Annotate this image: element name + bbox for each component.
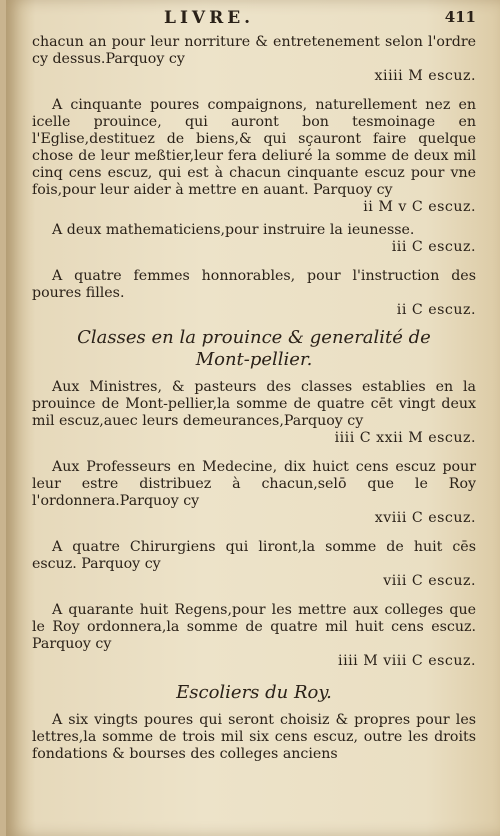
amount: ii C escuz. — [396, 302, 476, 318]
section-title: Mont-pellier. — [195, 349, 313, 370]
amount: xviii C escuz. — [374, 510, 476, 526]
page-header — [6, 8, 500, 32]
paragraph: A quatre Chirurgiens qui liront,la somme de huit cēs escuz. Parquoy cy — [32, 539, 476, 572]
paragraph: A deux mathematiciens,pour instruire la ieunesse. — [52, 222, 415, 238]
amount: xiiii M escuz. — [374, 68, 476, 84]
amount: ii M v C escuz. — [363, 199, 476, 215]
amount: viii C escuz. — [383, 573, 476, 589]
section-title: Classes en la prouince & generalité de — [77, 327, 431, 348]
page-number: 411 — [444, 8, 476, 26]
page-body — [32, 34, 476, 763]
amount: iiii M viii C escuz. — [338, 653, 476, 669]
section-title: Escoliers du Roy. — [176, 682, 332, 703]
running-head: LIVRE. — [164, 8, 255, 28]
paragraph: Aux Ministres, & pasteurs des classes establies en la prouince de Mont-pellier,la somme de quatre cēt vingt deux mil escuz,auec leurs demeurances,Parquoy cy — [32, 379, 476, 429]
amount: iiii C xxii M escuz. — [334, 430, 476, 446]
amount: iii C escuz. — [391, 239, 476, 255]
paragraph: A six vingts poures qui seront choisiz & propres pour les lettres,la somme de trois mil six cens escuz, outre les droits fondations & bourses des colleges anciens — [32, 712, 476, 762]
paragraph: A quatre femmes honnorables, pour l'instruction des poures filles. — [32, 268, 476, 301]
paragraph: Aux Professeurs en Medecine, dix huict cens escuz pour leur estre distribuez à chacun,selō que le Roy l'ordonnera.Parquoy cy — [32, 459, 476, 509]
book-page — [6, 0, 500, 836]
paragraph: chacun an pour leur norriture & entretenement selon l'ordre cy dessus.Parquoy cy — [32, 34, 476, 67]
paragraph: A cinquante poures compaignons, naturellement nez en icelle prouince, qui auront bon tesmoinage en l'Eglise,destituez de biens,& qui sçauront faire quelque chose de leur meßtier,leur fera deliuré la somme de deux mil cinq cens escuz, qui est à chacun cinquante escuz pour vne fois,pour leur aider à mettre en auant. Parquoy cy — [32, 97, 476, 198]
paragraph: A quarante huit Regens,pour les mettre aux colleges que le Roy ordonnera,la somme de quatre mil huit cens escuz. Parquoy cy — [32, 602, 476, 652]
